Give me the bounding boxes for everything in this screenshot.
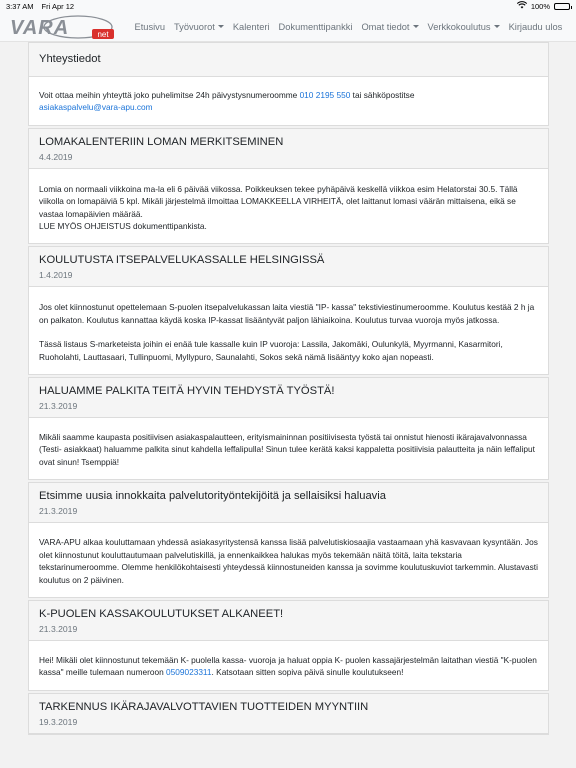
card-body bbox=[29, 641, 548, 690]
card-header bbox=[29, 43, 548, 77]
news-card bbox=[28, 128, 549, 245]
nav-tyovuorot-dropdown[interactable] bbox=[170, 22, 229, 32]
news-text: VARA-APU alkaa kouluttamaan yhdessä asiakasyritystensä kanssa lisää palvelutiskiosaajia vastaamaan yhä kasvavaan kysyntään. Jos olet kiinnostunut kouluttautumaan palvelutiskillä, ja ennenkaikkea halukas myös tekemään näitä töitä, laita tekstaria tekstarinumeroomme. Olemme henkilökohtaisesti yhteydessä kiinnostuneiden kanssa ja sovimme koulutuskuviot tarkemmin. Alustavasti koulutus on 2 päivinen. bbox=[39, 537, 538, 585]
main-content bbox=[28, 42, 549, 768]
news-text: . Katsotaan sitten sopiva päivä sinulle koulutukseen! bbox=[211, 667, 404, 678]
news-date: 4.4.2019 bbox=[39, 151, 73, 162]
nav-label: Omat tiedot bbox=[361, 21, 410, 32]
card-body bbox=[29, 523, 548, 597]
news-date: 21.3.2019 bbox=[39, 623, 78, 634]
card-body bbox=[29, 77, 548, 125]
card-header bbox=[29, 694, 548, 734]
logo-text: VARA bbox=[10, 16, 70, 39]
status-time: 3:37 AM bbox=[6, 1, 34, 11]
news-card bbox=[28, 693, 549, 735]
card-body bbox=[29, 287, 548, 374]
phone-link[interactable]: 0509023311 bbox=[166, 667, 212, 678]
logo-sub-text: net bbox=[97, 29, 109, 39]
battery-icon bbox=[554, 3, 570, 10]
news-title: HALUAMME PALKITA TEITÄ HYVIN TEHDYSTÄ TYÖSTÄ! bbox=[39, 385, 335, 398]
caret-down-icon bbox=[218, 25, 224, 28]
news-text: Hei! Mikäli olet kiinnostunut tekemään K- puolella kassa- vuoroja ja haluat oppia K- puolen kassajärjestelmän laitathan viestiä "K-puolen kassa" meille tulemaan numeroon bbox=[39, 654, 537, 678]
card-body bbox=[29, 418, 548, 479]
news-title: LOMAKALENTERIIN LOMAN MERKITSEMINEN bbox=[39, 135, 284, 148]
news-date: 19.3.2019 bbox=[39, 716, 78, 727]
phone-link[interactable]: 010 2195 550 bbox=[299, 90, 351, 100]
caret-down-icon bbox=[413, 25, 419, 28]
nav-verkkokoulutus-dropdown[interactable] bbox=[423, 22, 504, 32]
nav-label: Kirjaudu ulos bbox=[508, 21, 563, 32]
news-title: Etsimme uusia innokkaita palvelutorityöntekijöitä ja sellaisiksi haluavia bbox=[39, 490, 386, 503]
wifi-icon bbox=[517, 1, 527, 11]
contact-text: Voit ottaa meihin yhteyttä joko puhelimitse 24h päivystysnumeroomme bbox=[39, 90, 300, 100]
nav-label: Kalenteri bbox=[232, 21, 270, 32]
card-header bbox=[29, 601, 548, 641]
battery-percent: 100% bbox=[530, 1, 550, 11]
news-text: LUE MYÖS OHJEISTUS dokumenttipankista. bbox=[39, 221, 207, 232]
navbar bbox=[0, 12, 576, 42]
card-body bbox=[29, 169, 548, 244]
news-card bbox=[28, 246, 549, 375]
nav-omat-tiedot-dropdown[interactable] bbox=[357, 22, 423, 32]
card-header bbox=[29, 378, 548, 418]
card-header bbox=[29, 247, 548, 287]
news-text: Lomia on normaali viikkoina ma-la eli 6 päivää viikossa. Poikkeuksen tekee pyhäpäivä keskellä viikkoa esim Helatorstai 30.5. Tällä viikolla on lomapäiviä 5 kpl. Mikäli järjestelmä ilmoittaa LOMAKKEELLA VIRHEITÄ, olet laittanut lomasi väärän mittaisena, eikä se vastaa lomapäivien määrää. bbox=[39, 183, 518, 219]
main-nav bbox=[130, 22, 567, 32]
card-title: Yhteystiedot bbox=[39, 53, 101, 65]
news-title: KOULUTUSTA ITSEPALVELUKASSALLE HELSINGISSÄ bbox=[39, 254, 325, 267]
news-card bbox=[28, 377, 549, 480]
news-date: 21.3.2019 bbox=[39, 506, 78, 517]
news-title: TARKENNUS IKÄRAJAVALVOTTAVIEN TUOTTEIDEN MYYNTIIN bbox=[39, 700, 369, 713]
news-date: 1.4.2019 bbox=[39, 270, 73, 281]
card-header bbox=[29, 129, 548, 169]
contact-text: tai sähköpostitse bbox=[350, 90, 415, 100]
nav-etusivu[interactable] bbox=[130, 22, 170, 32]
nav-kirjaudu-ulos[interactable] bbox=[504, 22, 567, 32]
news-date: 21.3.2019 bbox=[39, 401, 78, 412]
news-title: K-PUOLEN KASSAKOULUTUKSET ALKANEET! bbox=[39, 607, 284, 620]
news-card bbox=[28, 600, 549, 691]
caret-down-icon bbox=[494, 25, 500, 28]
vara-logo[interactable] bbox=[6, 14, 126, 40]
contact-card bbox=[28, 42, 549, 126]
news-text: Jos olet kiinnostunut opettelemaan S-puolen itsepalvelukassan laita viestiä "IP- kassa" tekstiviestinumeroomme. Koulutus kestää 2 h ja on palkaton. Koulutus kannattaa käydä koska IP-kassat lisääntyvät paljon lähiaikoina. Koulutus turvaa vuoroja myös jatkossa. bbox=[39, 302, 535, 325]
nav-label: Verkkokoulutus bbox=[427, 21, 491, 32]
status-bar bbox=[0, 0, 576, 12]
card-header bbox=[29, 483, 548, 523]
email-link[interactable]: asiakaspalvelu@vara-apu.com bbox=[39, 102, 153, 113]
nav-kalenteri[interactable] bbox=[228, 22, 274, 32]
nav-label: Työvuorot bbox=[174, 21, 215, 32]
news-text: Mikäli saamme kaupasta positiivisen asiakaspalautteen, erityismaininnan positiivisesta työstä tai onnistut hienosti ikärajavalvonnassa (Testi- asiakkaat) haluamme palkita sinut kahdella leffalipulla! Sinun tulee kerätä kaksi kappaletta positiivisia palautteita ja näin leffaliput ovat sinun! Tsemppiä! bbox=[39, 432, 535, 467]
nav-label: Etusivu bbox=[134, 21, 165, 32]
status-date: Fri Apr 12 bbox=[41, 1, 75, 11]
news-card bbox=[28, 482, 549, 598]
nav-label: Dokumenttipankki bbox=[278, 21, 353, 32]
nav-dokumenttipankki[interactable] bbox=[274, 22, 357, 32]
news-text: Tässä listaus S-marketeista joihin ei enää tule kassalle kuin IP vuoroja: Lassila, Jakomäki, Oulunkylä, Myyrmanni, Kasarmitori, Ruoholahti, Lauttasaari, Tullinpuomi, Myllypuro, Saunalahti, Sokos sekä nämä lisääntyy koko ajan nopeasti. bbox=[39, 339, 503, 362]
